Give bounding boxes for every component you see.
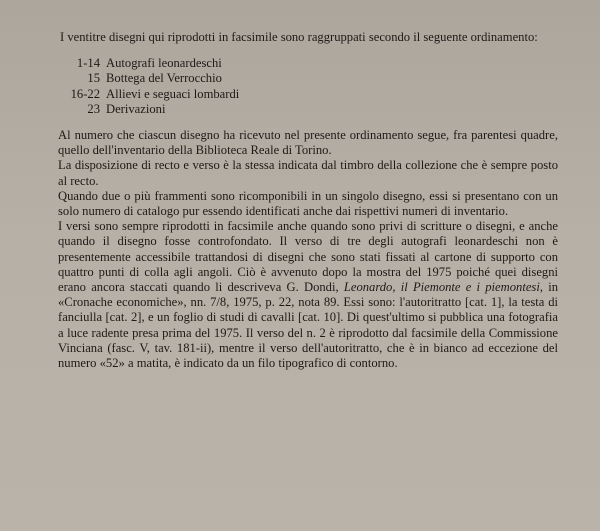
page-text bbox=[58, 30, 558, 371]
recto-verso-paragraph: La disposizione di recto e verso è la stessa indicata dal timbro della collezione che è sempre posto al recto. bbox=[58, 158, 558, 188]
list-item-number: 1-14 bbox=[76, 56, 100, 71]
list-item bbox=[58, 87, 558, 102]
list-item-label: Autografi leonardeschi bbox=[106, 56, 222, 71]
list-item-number: 15 bbox=[87, 71, 100, 86]
versi-text-a: I versi sono sempre riprodotti in facsimile anche quando sono privi di scritture o disegni, e anche quando il disegno fosse controfondato. Il verso di tre degli autografi leonardeschi non è presentemente accessibile trattandosi di disegni che sono stati fissati al cartone di supporto con quattro punti di colla agli angoli. Ciò è avvenuto dopo la mostra del 1975 poiché quei disegni erano ancora staccati quando li descriveva G. Dondi, bbox=[58, 219, 558, 294]
book-title: Leonardo, il Piemonte e i piemontesi bbox=[343, 279, 540, 294]
versi-paragraph bbox=[58, 219, 558, 371]
list-item-label: Derivazioni bbox=[106, 101, 166, 116]
list-item-number: 23 bbox=[87, 101, 100, 116]
numbering-paragraph: Al numero che ciascun disegno ha ricevuto nel presente ordinamento segue, fra parentesi quadre, quello dell'inventario della Biblioteca Reale di Torino. bbox=[58, 127, 558, 158]
intro-paragraph: I ventitre disegni qui riprodotti in facsimile sono raggruppati secondo il seguente ordinamento: bbox=[60, 30, 538, 44]
list-item-number: 16-22 bbox=[70, 86, 100, 101]
list-item bbox=[58, 56, 558, 71]
list-item-label: Allievi e seguaci lombardi bbox=[106, 86, 240, 101]
list-item-label: Bottega del Verrocchio bbox=[106, 71, 222, 86]
fragments-paragraph: Quando due o più frammenti sono ricomponibili in un singolo disegno, essi si presentano con un solo numero di catalogo pur essendo identificati anche dai rispettivi numeri di inventario. bbox=[58, 188, 558, 218]
list-item bbox=[58, 102, 558, 117]
list-item bbox=[58, 71, 558, 86]
group-list bbox=[58, 56, 558, 117]
versi-text-b: , in «Cronache economiche», nn. 7/8, 1975, p. 22, nota 89. Essi sono: l'autoritratto [cat. 1], la testa di fanciulla [cat. 2], e un foglio di studi di cavalli [cat. 10]. Di quest'ultimo si pubblica una fotografia a luce radente presa prima del 1975. Il verso del n. 2 è riprodotto dal facsimile della Commissione Vinciana (fasc. V, tav. 181-ii), mentre il verso dell'autoritratto, che è in bianco ad eccezione del numero «52» a matita, è indicato da un filo tipografico di contorno. bbox=[58, 279, 558, 370]
